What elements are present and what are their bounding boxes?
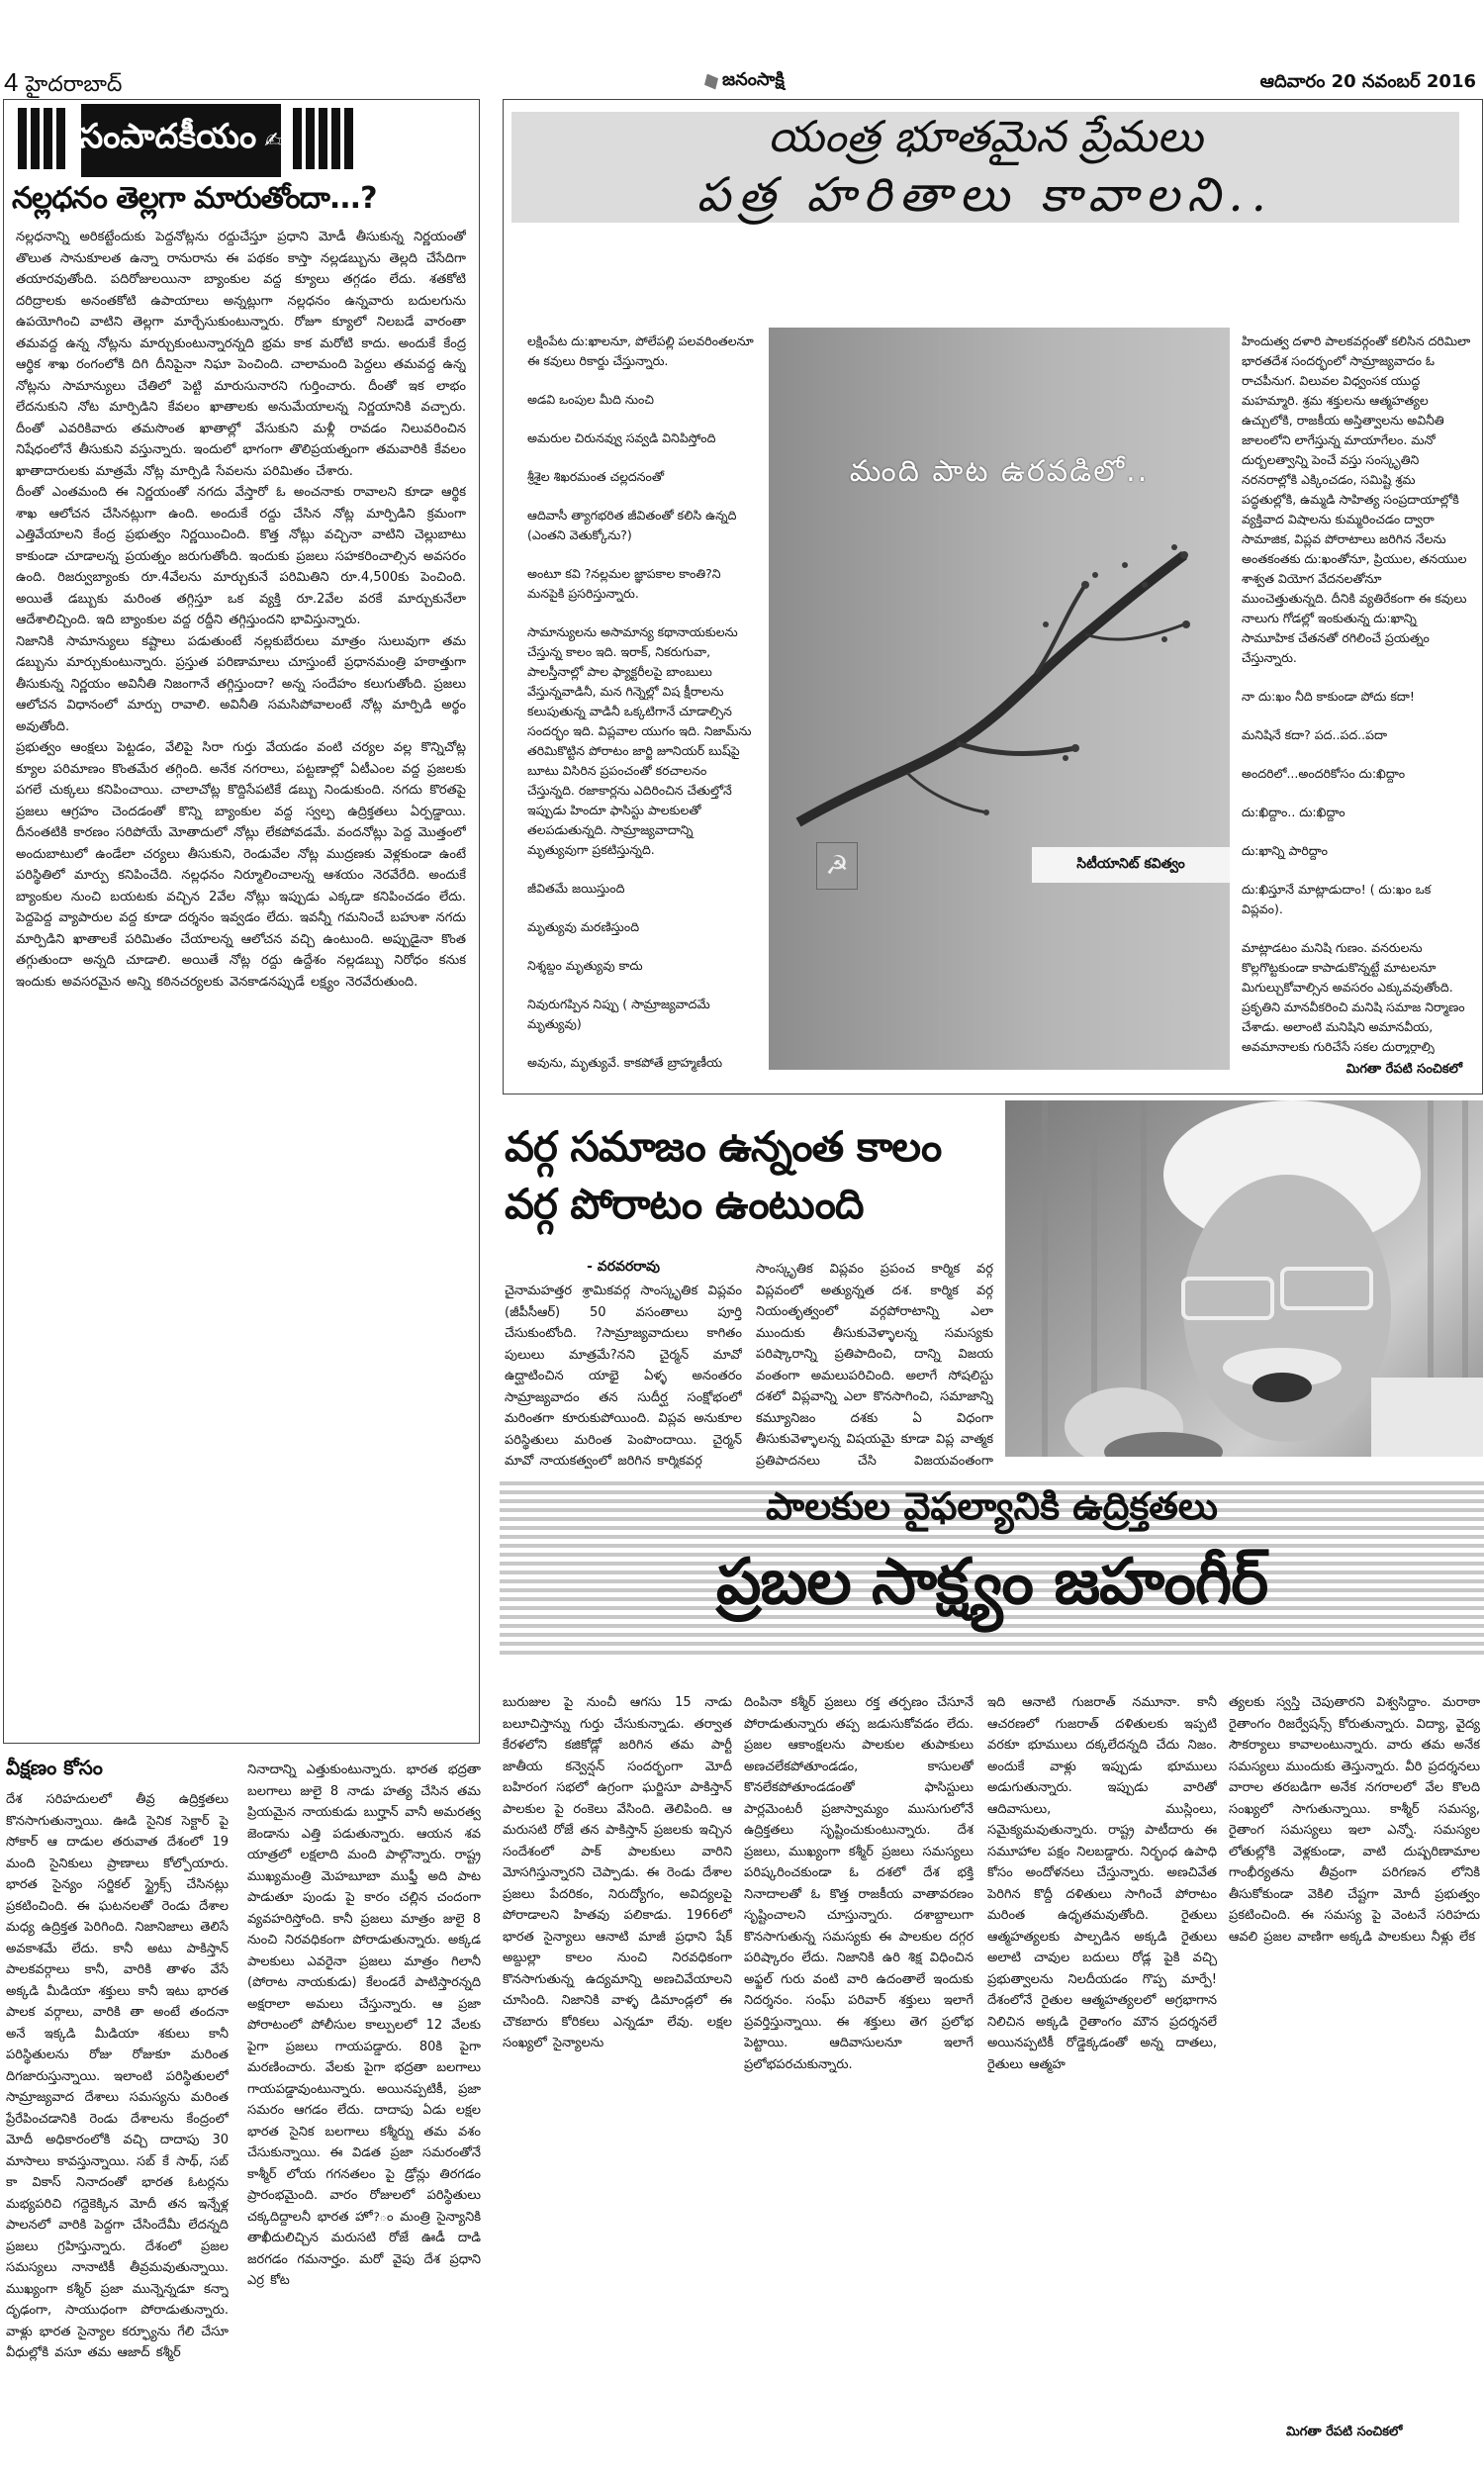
page-number: 4 [4,67,19,97]
poetry-line: నా దు:ఖం నీది కాకుండా పోదు కదా! [1242,689,1415,704]
varavara-headline-line-1: వర్గ సమాజం ఉన్నంత కాలం [505,1122,942,1171]
portrait-illustration [1005,1100,1483,1457]
editorial-paragraph: ప్రభుత్వం ఆంక్షలు పెట్టడం, వేలిపై సిరా గుర్తు వేయడం వంటి చర్యల వల్ల కొన్నిచోట్ల క్యూల పరిమాణం కొంతమేర తగ్గింది. అనేక నగరాలు, పట్టణాల్లో ఏటీఎంల వద్ద ప్రజలకు పగలే చుక్కలు కనిపించాయి. చాలాచోట్ల కొద్దిసేపటికే డబ్బు నిండుకుంది. నగదు కొరతపై ప్రజలు ఆగ్రహం చెందడంతో కొన్ని బ్యాంకుల వద్ద స్వల్ప ఉద్రిక్తతలు ఏర్పడ్డాయి. దీనంతటికి కారణం సరిపోయే మోతాదులో నోట్లు లేకపోవడమే. వందనోట్లు పెద్ద మొత్తంలో అందుబాటులో ఉండేలా చర్యలు తీసుకుని, రెండువేల నోట్ల ముద్రణకు వెళ్లకుండా ఉంటే పరిస్థితిలో మార్పు కనిపించేది. నల్లధనం నిర్మూలించాలన్న ఆశయం నెరవేరేది. అందుకే బ్యాంకుల నుంచి బయటకు వచ్చిన 2వేల నోట్లు ఇప్పుడు ఎక్కడా కనిపించడం లేదు. పెద్దపెద్ద వ్యాపారుల వద్ద కూడా దర్శనం ఇవ్వడం లేదు. ఇవన్నీ గమనించే బహుశా నగదు మార్పిడిని ఖాతాలకే పరిమితం చేయాలన్న ఆలోచన వచ్చి ఉంటుంది. అప్పుడైనా కొంత తగ్గుతుందా అన్నది చూడాలి. అయితే నోట్ల రద్దు ఉద్దేశం నల్లడబ్బు నిరోధం కనుక ఇందుకు అవసరమైన అన్ని కఠినచర్యలకు వెనకాడనప్పుడే లక్ష్యం నెరవేరుతుంది. [16,740,466,990]
editorial-paragraph: దీంతో ఎంతమంది ఈ నిర్ణయంతో నగదు వేస్తారో ఓ అంచనాకు రావాలని కూడా ఆర్థిక శాఖ ఆలోచన చేసినట్లుగా ఉంది. అందుకే రద్దు చేసిన నోట్ల మార్పిడిని క్రమంగా ఎత్తివేయాలని కేంద్ర ప్రభుత్వం నిర్ణయించింది. కొత్త నోట్లు వచ్చినా వాటిని చెల్లుబాటు కాకుండా చూడాలన్న ప్రయత్నం జరుగుతోంది. ఇందుకు ప్రజలు సహకరించాల్సిన అవసరం ఉంది. రిజర్వుబ్యాంకు రూ.4వేలను మార్చుకునే పరిమితిని రూ.4,500కు పెంచింది. అయితే డబ్బుకు మరింత తగ్గిస్తూ ఒక వ్యక్తి రూ.2వేల వరకే మార్చుకునేలా ఆదేశాలిచ్చింది. ఇది బ్యాంకుల వద్ద రద్దీని తగ్గిస్తుందని భావిస్తున్నారు. [16,485,466,627]
poetry-headline-panel [511,112,1459,223]
jahangir-headline-line-1: పాలకుల వైఫల్యానికి ఉద్రిక్తతలు [766,1484,1218,1528]
jahangir-column-3: ఇది ఆనాటి గుజరాత్ నమూనా. కానీ ఆచరణలో గుజరాత్ దళితులకు ఇప్పటి వరకూ భూములు దక్కలేదన్నది చేదు నిజం. అందుకే వాళ్లు ఇప్పుడు భూములు అడుగుతున్నారు. ఇప్పుడు వారితో ఆదివాసులు, ముస్లింలు, సమైక్యమవుతున్నారు. రాష్ట్ర పాటీదారు ఈ సమూహాల పక్షం నిలబడ్డారు. నిర్భంధ ఉపాధి కోసం అందోళనలు చేస్తున్నారు. అణచివేత పెరిగిన కొద్దీ దళితులు సాగించే పోరాటం మరింత ఉధృతమవుతోంది. రైతులు ఆత్మహత్యలకు పాల్పడిన అక్కడి రైతులు అలాటి చావుల బదులు రోడ్ల పైకి వచ్చి ప్రభుత్వాలను నిలదీయడం గొప్ప మార్పే! దేశంలోనే రైతుల ఆత్మహత్యలలో అగ్రభాగాన నిలిచిన అక్కడి రైతాంగం మౌన ప్రదర్శనలే అయినప్పటికీ రోడ్డెక్కడంతో అన్న దాతలు, రైతులు ఆత్మహ [987,1695,1217,2072]
poetry-line: మనిషినే కదా? పద..పద..పదా [1242,727,1388,742]
decorative-bars-right [293,108,353,169]
editorial-box [3,99,480,1744]
poetry-line: దు:ఖాన్ని పారిద్దాం [1242,843,1328,858]
poetry-line: మృత్యువు మరణిస్తుంది [527,919,640,934]
book-cover-image [769,328,1230,1070]
poetry-line: అందరిలో...అందరికోసం దు:ఖిద్దాం [1242,766,1406,781]
editorial-banner-text: సంపాదకీయం [79,117,257,156]
editorial-paragraph: నల్లధనాన్ని అరికట్టేందుకు పెద్దనోట్లను రద్దుచేస్తూ ప్రధాని మోడీ తీసుకున్న నిర్ణయంతో తొలుత సానుకూలత ఉన్నా రానురాను ఈ పథకం కాస్తా నల్లడబ్బును తెల్లది చేసేదిగా తయారవుతోంది. పదిరోజులయినా బ్యాంకుల వద్ద క్యూలు తగ్గడం లేదు. శతకోటి దరిద్రాలకు అనంతకోటి ఉపాయాలు అన్నట్లుగా నల్లధనం ఉన్నవారు బదులగును ఉపయోగించి వాటిని తెల్లగా మార్చేసుకుంటున్నారు. రోజూ క్యూలో నిలబడే వారంతా తమవద్ద ఉన్న నోట్లను మార్చుకుంటున్నారన్నది భ్రమ కాక మరోటి కాదు. అందుకే కేంద్ర ఆర్థిక శాఖ రంగంలోకి దిగి దీనిపైనా నిఘా పెంచింది. చాలామంది పెద్దలు తమవద్ద ఉన్న నోట్లను సామాన్యులు చేతిలో పెట్టి మారుసునారని గుర్తించారు. దీంతో ఇక లాభం లేదనుకుని నోట మార్పిడిని కేవలం ఖాతాలకు అనుమేయాలన్న నిర్ణయానికి వచ్చారు. దీంతో ఎవరికివారు తమసొంత ఖాతాల్లో వేసుకుని మళ్లీ రావడం నిలువరించిన నిషేధంలోనే తీసుకుని వస్తున్నారు. ఇందులో భాగంగా తొలిప్రయత్నంగా తమవారికి కేవలం ఖాతాదారులకు మాత్రమే నోట్ల మార్పిడి సేవలను పరిమితం చేశారు. [16,230,466,479]
poetry-headline-line-2: పత్ర హరితాలు కావాలని.. [696,167,1274,223]
poetry-line: లక్షింపేట దు:ఖాలనూ, పోలేపల్లి పలవరింతలనూ ఈ కవులు రికార్డు చేస్తున్నారు. [527,333,754,368]
poetry-line: అవును, మృత్యువే. కాకపోతే బ్రాహ్మణీయ [527,1055,723,1070]
jahangir-column-4: త్యలకు స్వస్తి చెపుతారని విశ్వసిద్దాం. మరాఠా రైతాంగం రిజర్వేషన్స్ కోరుతున్నారు. విద్యా, వైద్య సౌకర్యాలు కావాలంటున్నారు. వారు తమ అనేక సమస్యలు ముందుకు తెస్తున్నారు. వీరి ప్రదర్శనలు వారాల తరబడిగా అనేక నగరాలలో వేల కొలది సంఖ్యలో సాగుతున్నాయి. కాశ్మీర్ సమస్య, రైతాంగ సమస్యలు ఇలా ఎన్నో. సమస్యల లోతుల్లోకి వెళ్లకుండా, వాటి దుష్పరిణామాల గాంభీర్యతను తీవ్రంగా పరిగణన లోనికి తీసుకోకుండా వెకిలి చేష్టగా మోదీ ప్రభుత్వం ప్రకటించింది. ఈ సమస్య పై వెంటనే సరిహదు ఆవలి ప్రజల వాణిగా అక్కడి పాలకులు నీళ్లు లేక [1229,1695,1480,1945]
continued-next-issue: మిగతా రేపటి సంచికలో [1346,1062,1462,1080]
poetry-line: శ్రీశైల శిఖరమంత చల్లదనంతో [527,469,665,484]
varavara-headline-line-2: వర్గ పోరాటం ఉంటుంది [505,1180,864,1228]
page-header-left [4,67,122,102]
editorial-banner-title [81,104,281,177]
article-author: - వరవరరావు [587,1259,660,1275]
blossom-branch-illustration [788,525,1214,842]
poetry-line: అమరుల చిరునవ్వు సవ్వడి వినిపిస్తోంది [527,430,716,445]
author-portrait-photo [1005,1100,1483,1457]
decorative-bars-left [18,108,65,169]
masthead-title: జనంసాక్షి [722,69,785,90]
book-cover-author: సిటీయానిట్ కవిత్వం [1032,847,1230,883]
hammer-sickle-logo-icon: ☭ [816,842,858,890]
poetry-line: దు:ఖిస్తూనే మాట్లాడుదాం! ( దు:ఖం ఒక విప్లవం). [1242,882,1432,916]
masthead-logo-icon [704,74,718,90]
poetry-line: హిందుత్వ దళారి పాలకవర్గంతో కలిసిన దరిమిలా భారతదేశ సందర్భంలో సామ్రాజ్యవాదం ఓ రాచపీనుగ. విలువల విధ్వంసక యుద్ధ మహమ్మారి. శ్రమ శక్తులను ఆత్మహత్యల ఉచ్చులోకి, రాజకీయ అస్తిత్వాలను అవినీతి జాలంలోని లాగేస్తున్న మాయాగేలం. మనో దుర్బలత్వాన్ని పెంచే వస్తు సంస్కృతిని నరనరాల్లోకి ఎక్కించడం, సమిష్టి శ్రమ పద్ధతుల్లోకి, ఉమ్మడి సాహిత్య సంప్రదాయాల్లోకి వ్యక్తివాద విషాలను కుమ్మరించడం ద్వారా సామాజిక, విప్లవ పోరాటాలు జరిగిన నేలను అంతకంతకు దు:ఖంతోనూ, ప్రియుల, తనయుల శాశ్వత వియోగ వేదనలతోనూ ముంచెత్తుతున్నది. దీనికి వ్యతిరేకంగా ఈ కవులు నాలుగు గోడల్లో ఇంకుతున్న దు:ఖాన్ని సామూహిక చేతనతో రగిలించే ప్రయత్నం చేస్తున్నారు. [1242,333,1471,665]
varavara-headline [505,1118,999,1233]
poetry-headline-line-1: యంత్ర భూతమైన ప్రేమలు [768,112,1203,162]
vikshanam-column-2: నినాదాన్ని ఎత్తుకుంటున్నారు. భారత భద్రతా బలగాలు జులై 8 నాడు హత్య చేసిన తమ ప్రియమైన నాయకుడు బుర్హాన్ వానీ అమరత్వ జెండాను ఎత్తి పడుతున్నారు. ఆయన శవ యాత్రలో లక్షలాది మంది పాల్గొన్నారు. రాష్ట్ర ముఖ్యమంత్రి మెహబూబా ముఫ్తీ అది పాట పాడుతూ పుండు పై కారం చల్లిన చందంగా వ్యవహరిస్తోంది. కానీ ప్రజలు మాత్రం జులై 8 నుంచి నిరవధికంగా పోరాడుతున్నారు. అక్కడ పాలకులు ఎవరైనా ప్రజలు మాత్రం గిలానీ (పోరాట నాయకుడు) కేలండరే పాటిస్తారన్నది అక్షరాలా అమలు చేస్తున్నారు. ఆ ప్రజా పోరాటంలో పోలీసుల కాల్పులలో 12 వేలకు పైగా ప్రజలు గాయపడ్డారు. 80కి పైగా మరణించారు. వేలకు పైగా భద్రతా బలగాలు గాయపడ్డావుంటున్నారు. అయినప్పటికీ, ప్రజా సమరం ఆగడం లేదు. దాదాపు ఏడు లక్షల భారత సైనిక బలగాలు కశ్మీర్ను తమ వశం చేసుకున్నాయి. ఈ విడత ప్రజా సమరంతోనే కాశ్మీర్ లోయ గగనతలం పై డ్రోన్లు తిరగడం ప్రారంభమైంది. వారం రోజులలో పరిస్థితులు చక్కదిద్దాలనీ భారత హో?ం మంత్రి సైన్యానికి తాఖీదులిచ్చిన మరుసటి రోజే ఊడీ దాడి జరగడం గమనార్హం. మరో వైపు దేశ ప్రధాని ఎర్ర కోట [247,1762,481,2288]
editorial-banner [14,104,469,175]
varavara-column-1: చైనామహత్తర శ్రామికవర్గ సాంస్కృతిక విప్లవం (జీపీసీఆర్) 50 వసంతాలు పూర్తి చేసుకుంటోంది. ?సామ్రాజ్యవాదులు కాగితం పులులు మాత్రమే?నని చైర్మన్ మావో ఉద్ఘాటించిన యాభై ఏళ్ళ అనంతరం సామ్రాజ్యవాదం తన సుదీర్ఘ సంక్షోభంలో మరింతగా కూరుకుపోయింది. విప్లవ అనుకూల పరిస్థితులు మరింత పెంపొందాయి. చైర్మన్ మావో నాయకత్వంలో జరిగిన కార్మికవర్గ [505,1284,742,1469]
edition-name: హైదరాబాద్ [25,72,123,97]
vikshanam-column-1: దేశ సరిహదులలో తీవ్ర ఉద్రిక్తతలు కొనసాగుతున్నాయి. ఊడి సైనిక సెక్టార్ పై సోకార్ ఆ దాడుల తరువాత దేశంలో 19 మంది సైనికులు ప్రాణాలు కోల్పోయారు. భారత సైన్యం సర్జికల్ స్ట్రైక్స్ చేసినట్లు ప్రకటించింది. ఈ ఘటనలతో రెండు దేశాల మధ్య ఉద్రిక్తత పెరిగింది. నిజానిజాలు తెలిసే అవకాశమే లేదు. కానీ అటు పాకిస్తాన్ పాలకవర్గాలు కానీ, వారికి తాళం వేసే అక్కడి మీడియా శక్తులు కానీ ఇటు భారత పాలక వర్గాలు, వారికి తా అంటే తందనా అనే ఇక్కడి మీడియా శకులు కానీ పరిస్థితులను రోజు రోజుకూ మరింత దిగజారుస్తున్నాయి. ఇలాంటి పరిస్థితులలో సామ్రాజ్యవాద దేశాలు సమస్యను మరింత ప్రేరేపించడానికి రెండు దేశాలను కేంద్రంలో మోదీ అధికారంలోకి వచ్చి దాదాపు 30 మాసాలు కావస్తున్నాయి. సబ్ కే సాథ్, సబ్ కా వికాస్ నినాదంతో భారత ఓటర్లను మభ్యపరిచి గద్దెకెక్కిన మోదీ తన ఇన్నేళ్ల పాలనలో వారికి పెద్దగా చేసిందేమీ లేదన్నది ప్రజలు గ్రహిస్తున్నారు. దేశంలో ప్రజల సమస్యలు నానాటికీ తీవ్రమవుతున్నాయి. ముఖ్యంగా కశ్మీర్ ప్రజా మున్నెన్నడూ కన్నా దృఢంగా, సాయుధంగా పోరాడుతున్నారు. వాళ్లు భారత సైన్యాల కర్ఫ్యూను గేలి చేసూ వీధుల్లోకి వసూ తమ ఆజాద్ కశ్మీర్ [6,1792,229,2360]
poetry-line: అంటూ కవి ?నల్లమల జ్ఞాపకాల కాంతి?ని మనపైకి ప్రసరిస్తున్నారు. [527,566,721,601]
editorial-body [16,227,466,1733]
jahangir-column-2: దింపినా కశ్మీర్ ప్రజలు రక్త తర్పణం చేసూనే పోరాడుతున్నారు తప్ప జడుసుకోవడం లేదు. ప్రజల ఆకాంక్షలను పాలకుల తుపాకులు అణచలేకపోతూండడం, కాసులతో కొనలేకపోతూండడంతో ఫాసిస్టులు పార్లమెంటరీ ప్రజాస్వామ్యం ముసుగులోనే ఉద్రిక్తతలు సృష్టించుకుంటున్నారు. దేశ ప్రజలు, ముఖ్యంగా కశ్మీర్ ప్రజలు సమస్యలు పరిష్కరించకుండా ఓ దశలో దేశ భక్తి నినాదాలతో ఓ కొత్త రాజకీయ వాతావరణం సృష్టించాలని చూస్తున్నారు. దశాబ్దాలుగా కొనసాగుతున్న సమస్యకు ఈ పాలకుల దగ్గర పరిష్కారం లేదు. నిజానికి ఉరి శిక్ష విధించిన అఫ్జల్ గురు వంటి వారి ఉదంతాలే ఇందుకు నిదర్శనం. సంఘ్ పరివార్ శక్తులు ఇలాగే ప్రవర్తిస్తున్నాయి. ఈ శక్తులు తెగ ప్రలోభ పెట్టాయి. ఆదివాసులనూ ఇలాగే ప్రలోభపరచుకున్నారు. [744,1695,974,2072]
poetry-line: దు:ఖిద్దాం.. దు:ఖిద్దాం [1242,805,1345,819]
poetry-line: జీవితమే జయిస్తుంది [527,881,625,896]
poetry-line: అడవి ఒంపుల మీది నుంచి [527,392,654,407]
poetry-line: మాట్లాడటం మనిషి గుణం. వనరులను కొల్లగొట్టకుండా కాపాడుకొన్నట్టే మాటలనూ మిగుల్చుకోవాల్సిన అవసరం ఎక్కువవుతోంది. ప్రకృతిని మానవీకరించి మనిషి సమాజ నిర్మాణం చేశాడు. అలాంటి మనిషిని అమానవీయ, అవమానాలకు గురిచేసే సకల దుర్మార్గాల్ని [1242,940,1465,1054]
poetry-review-box [503,99,1483,1095]
jahangir-headline-line-2: ప్రబల సాక్ష్యం జహంగీర్ [715,1546,1268,1619]
poetry-line: ఆదివాసీ త్యాగభరిత జీవితంతో కలిసి ఉన్నది (ఎంతని వెతుక్కోను?) [527,508,737,542]
vikshanam-title: వీక్షణం కోసం [6,1756,103,1779]
jahangir-headline-panel [500,1476,1484,1655]
pen-writing-icon: ✍ [264,128,283,153]
jahangir-column-1: బురుజుల పై నుంచీ ఆగసు 15 నాడు బలూచిస్తాన్ను గుర్తు చేసుకున్నాడు. తర్వాత కేరళలోని కజికోడ్లో జరిగిన తమ పార్టీ జాతీయ కన్వెన్షన్ సందర్భంగా మోదీ బహిరంగ సభలో ఉగ్రంగా ఘర్జిసూ పాకిస్తాన్ పాలకుల పై రంకెలు వేసింది. తెలిపింది. ఆ మరుసటి రోజే తన పాకిస్తాన్ ప్రజలకు ఇచ్చిన సందేశంలో పాక్ పాలకులు వారిని మోసగిస్తున్నారని చెప్పాడు. ఈ రెండు దేశాల ప్రజలు పేదరికం, నిరుద్యోగం, అవిద్యలపై పోరాడాలని హితవు పలికాడు. 1966లో భారత సైన్యాలు ఆనాటి మాజీ ప్రధాని షేక్ అబ్దుల్లా కాలం నుంచి నిరవధికంగా కొనసాగుతున్న ఉద్యమాన్ని అణచివేయాలని చూసింది. నిజానికి వాళ్ళ డిమాండ్లలో ఈ చౌకబారు కోరికలు ఎన్నడూ లేవు. లక్షల సంఖ్యలో సైన్యాలను [503,1695,732,2050]
book-cover-title: మంది పాట ఉరవడిలో.. [849,454,1150,489]
poetry-line: నిశ్శబ్దం మృత్యువు కాదు [527,958,643,973]
page-date: ఆదివారం 20 నవంబర్ 2016 [1259,71,1476,92]
poetry-column-3 [1242,332,1471,1054]
poetry-line: సామాన్యులను అసామాన్య కథానాయకులను చేస్తున్న కాలం ఇది. ఇరాక్, నికరుగువా, పాలస్తీనాల్లో పాల ఫ్యాక్టరీలపై బాంబులు వేస్తున్నవాడినీ, మన గిన్నెల్లో విష క్షీరాలను కలుపుతున్న వాడినీ ఒక్కటిగానే చూడాల్సిన సందర్భం ఇది. విప్లవాల యుగం ఇది. నిజామ్‌ను తరిమికొట్టిన పోరాటం జార్జి జూనియర్ బుష్‌పై బూటు విసిరిన ప్రపంచంతో కరచాలనం చేస్తున్నది. రజాకార్లను ఎదిరించిన చేతుల్తోనే ఇప్పుడు హిందూ ఫాసిస్టు పాలకులతో తలపడుతున్నది. సామ్రాజ్యవాదాన్ని మృత్యువుగా ప్రకటిస్తున్నది. [527,624,752,857]
poetry-column-1 [527,332,755,1084]
editorial-headline: నల్లధనం తెల్లగా మారుతోందా...? [12,181,377,216]
poetry-line: నివురుగప్పిన నిప్పు ( సామ్రాజ్యవాదమే మృత్యువు) [527,997,710,1031]
continued-next-issue: మిగతా రేపటి సంచికలో [1286,2425,1402,2442]
editorial-paragraph: నిజానికి సామాన్యులు కష్టాలు పడుతుంటే నల్లకుబేరులు మాత్రం సులువుగా తమ డబ్బును మార్చుకుంటున్నారు. ప్రస్తుత పరిణామాలు చూస్తుంటే ప్రధానమంత్రి హఠాత్తుగా తీసుకున్న నిర్ణయం అవినీతి నిజంగానే తగ్గిస్తుందా? అన్న సందేహం కలుగుతోంది. ప్రజలు ఆలోచన విధానంలో మార్పు రావాలి. అవినీతి సమసిపోవాలంటే నోట్ల మార్పిడి అర్థం అవుతోంది. [16,633,466,734]
masthead [704,69,785,94]
varavara-column-2: సాంస్కృతిక విప్లవం ప్రపంచ కార్మిక వర్గ విప్లవంలో అత్యున్నత దశ. కార్మిక వర్గ నియంతృత్వంలో వర్గపోరాటాన్ని ఎలా ముందుకు తీసుకువెళ్ళాలన్న సమస్యకు పరిష్కారాన్ని ప్రతిపాదించి, దాన్ని విజయ వంతంగా అమలుపరిచింది. అలాగే సోషలిస్టు దశలో విప్లవాన్ని ఎలా కొనసాగించి, సమాజాన్ని కమ్యూనిజం దశకు ఏ విధంగా తీసుకువెళ్ళాలన్న విషయమై కూడా విప్ల వాత్మక ప్రతిపాదనలు చేసి విజయవంతంగా [756,1262,993,1469]
